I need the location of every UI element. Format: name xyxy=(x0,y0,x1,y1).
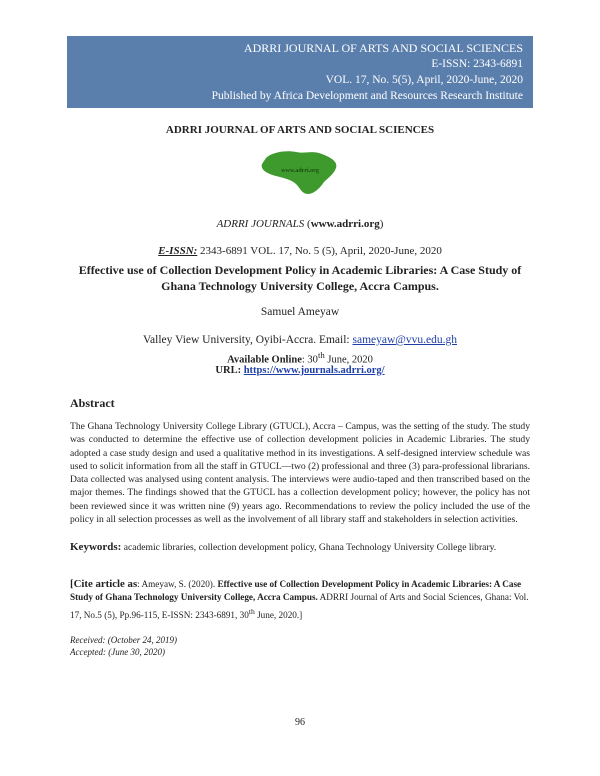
banner-issn: E-ISSN: 2343-6891 xyxy=(431,58,523,70)
keywords-label: Keywords: xyxy=(70,541,122,553)
keywords-text: academic libraries, collection development policy, Ghana Technology University College library. xyxy=(121,542,497,553)
affiliation-text: Valley View University, Oyibi-Accra. Email: xyxy=(143,334,353,346)
author-name: Samuel Ameyaw xyxy=(260,306,340,318)
cite-title: Effective use of Collection Development Policy in Academic Libraries: A Case Study of Ghana Technology University College, Accra Campus. xyxy=(70,579,522,603)
cite-source: ADRRI Journal of Arts and Social Sciences, Ghana: Vol. 17, No.5 (5), Pp.96-115, E-ISSN: 2343-6891, 30 xyxy=(70,592,529,620)
cite-authors: Ameyaw, S. (2020). xyxy=(139,579,218,589)
available-rest: June, 2020 xyxy=(324,354,373,366)
banner-journal-title: ADRRI JOURNAL OF ARTS AND SOCIAL SCIENCES xyxy=(243,41,523,55)
article-dates xyxy=(70,634,177,658)
abstract-body: The Ghana Technology University College Library (GTUCL), Accra – Campus, was the setting of the study. The study was conducted to determine the effective use of collection development policies in Academic Libraries. The study adopted a case study design and used a qualitative method in its investigations. A self-designed interview schedule was used to solicit information from all the staff in GTUCL—two (2) professional and three (3) para-professional librarians. Data collected was analysed using content analysis. The interviews were audio-taped and then transcribed based on the major themes. The findings showed that the GTUCL has a collection development policy; however, the policy has not been reviewed since it was written nine (9) years ago. Recommendations to review the policy included the use of the policy in all selection processes as well as the involvement of all library staff and stakeholders in selection activities. xyxy=(70,421,530,526)
author-email-link[interactable]: sameyaw@vvu.edu.gh xyxy=(352,334,457,346)
cite-sup: th xyxy=(248,606,255,616)
cite-label: [Cite article as xyxy=(70,578,138,590)
url-label: URL: xyxy=(215,365,244,376)
page-number: 96 xyxy=(295,717,305,728)
available-sup: th xyxy=(317,350,325,360)
received-date: Received: (October 24, 2019) xyxy=(70,635,177,645)
journal-url-link[interactable]: https://www.journals.adrri.org/ xyxy=(243,365,385,376)
journals-name: ADRRI JOURNALS xyxy=(216,218,305,230)
banner-volume: VOL. 17, No. 5(5), April, 2020-June, 2020 xyxy=(325,74,523,86)
author-affiliation xyxy=(0,334,600,346)
banner-publisher: Published by Africa Development and Resources Research Institute xyxy=(211,90,523,102)
adrri-africa-logo xyxy=(252,148,348,196)
accepted-date: Accepted: (June 30, 2020) xyxy=(70,647,165,657)
journals-url[interactable]: www.adrri.org xyxy=(310,218,380,230)
issn-line xyxy=(0,245,600,257)
keywords xyxy=(70,540,530,555)
issn-text: 2343-6891 VOL. 17, No. 5 (5), April, 2020-June, 2020 xyxy=(197,245,442,257)
paper-title: Effective use of Collection Development Policy in Academic Libraries: A Case Study of Ghana Technology University College, Accra Campus. xyxy=(78,263,522,293)
available-online xyxy=(0,350,600,366)
cite-end: June, 2020.] xyxy=(254,609,303,620)
logo-text: www.adrri.org xyxy=(281,168,319,174)
available-label: Available Online xyxy=(227,354,302,366)
journals-line: ADRRI JOURNALS (www.adrri.org) xyxy=(216,218,384,230)
url-line xyxy=(0,365,600,376)
journal-heading: ADRRI JOURNAL OF ARTS AND SOCIAL SCIENCES xyxy=(165,124,435,136)
citation xyxy=(70,578,530,622)
abstract-heading: Abstract xyxy=(70,396,115,410)
journal-banner xyxy=(67,36,533,108)
available-day: : 30 xyxy=(301,354,318,366)
cite-colon: : xyxy=(137,579,140,589)
issn-label: E-ISSN: xyxy=(158,245,198,257)
